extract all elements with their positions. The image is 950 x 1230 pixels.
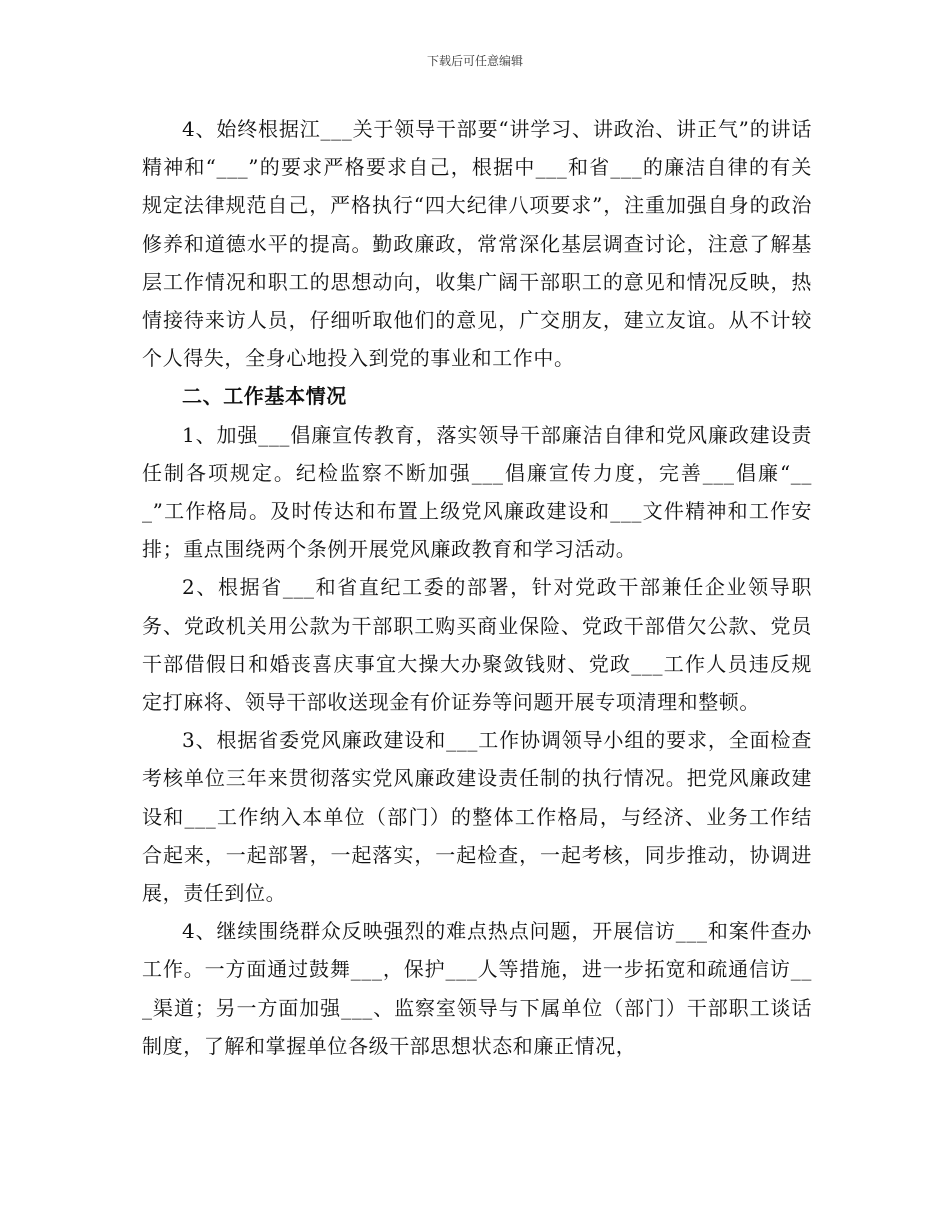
- paragraph-item-3-inspection: 3、根据省委党风廉政建设和___工作协调领导小组的要求，全面检查考核单位三年来贯彻落实党风廉政建设责任制的执行情况。把党风廉政建设和___工作纳入本单位（部门）的整体工作格局，与经济、业务工作结合起来，一起部署，一起落实，一起检查，一起考核，同步推动，协调进展，责任到位。: [142, 728, 812, 906]
- paragraph-item-1-education: 1、加强___倡廉宣传教育，落实领导干部廉洁自律和党风廉政建设责任制各项规定。纪检监察不断加强___倡廉宣传力度，完善___倡廉“___”工作格局。及时传达和布置上级党风廉政建设和___文件精神和工作安排；重点围绕两个条例开展党风廉政教育和学习活动。: [142, 422, 812, 562]
- paragraph-item-4-self-discipline: 4、始终根据江___关于领导干部要“讲学习、讲政治、讲正气”的讲话精神和“___”的要求严格要求自己，根据中___和省___的廉洁自律的有关规定法律规范自己，严格执行“四大纪律八项要求”，注重加强自身的政治修养和道德水平的提高。勤政廉政，常常深化基层调查讨论，注意了解基层工作情况和职工的思想动向，收集广阔干部职工的意见和情况反映，热情接待来访人员，仔细听取他们的意见，广交朋友，建立友谊。从不计较个人得失，全身心地投入到党的事业和工作中。: [142, 117, 812, 371]
- document-body: [142, 110, 812, 1065]
- paragraph-item-4-petitions: 4、继续围绕群众反映强烈的难点热点问题，开展信访___和案件查办工作。一方面通过鼓舞___，保护___人等措施，进一步拓宽和疏通信访___渠道；另一方面加强___、监察室领导与下属单位（部门）干部职工谈话制度，了解和掌握单位各级干部思想状态和廉正情况，: [142, 919, 812, 1058]
- page-header: 下载后可任意编辑: [426, 54, 523, 68]
- paragraph-item-2-rectification: 2、根据省___和省直纪工委的部署，针对党政干部兼任企业领导职务、党政机关用公款为干部职工购买商业保险、党政干部借欠公款、党员干部借假日和婚丧喜庆事宜大操大办聚敛钱财、党政___工作人员违反规定打麻将、领导干部收送现金有价证券等问题开展专项清理和整顿。: [142, 575, 812, 715]
- section-heading-work-situation: 二、工作基本情况: [182, 384, 347, 409]
